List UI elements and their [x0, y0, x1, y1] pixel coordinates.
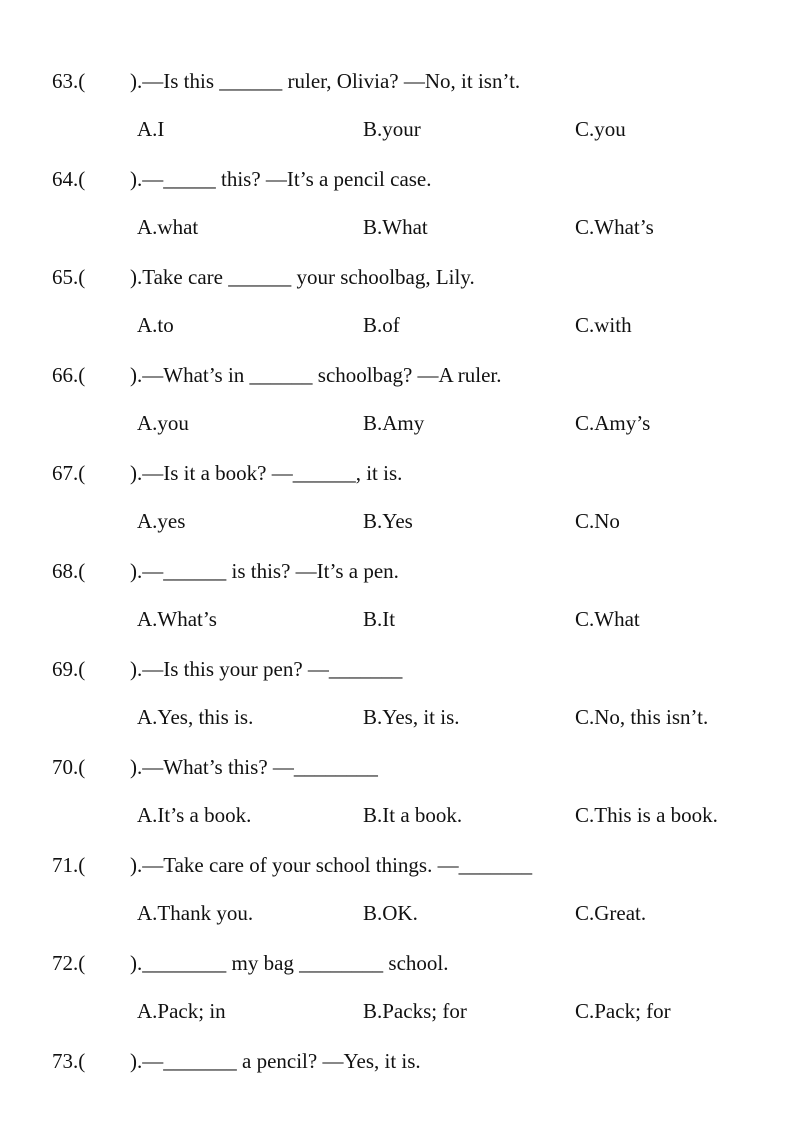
- option-c: C.with: [575, 313, 632, 337]
- question-text: ).—_______ a pencil? —Yes, it is.: [130, 1049, 421, 1073]
- question-68: [0, 556, 800, 654]
- question-66: [0, 360, 800, 458]
- question-stem: [52, 850, 532, 880]
- question-stem: [52, 752, 378, 782]
- question-stem: [52, 1046, 421, 1076]
- question-number: 64.(: [52, 167, 86, 191]
- option-c: C.No: [575, 509, 620, 533]
- question-text: ).—What’s in ______ schoolbag? —A ruler.: [130, 363, 502, 387]
- question-stem: [52, 556, 399, 586]
- option-b: B.It a book.: [363, 803, 463, 827]
- question-number: 63.(: [52, 69, 86, 93]
- option-c: C.Amy’s: [575, 411, 651, 435]
- question-70: [0, 752, 800, 850]
- option-c: C.Great.: [575, 901, 647, 925]
- option-c: C.No, this isn’t.: [575, 705, 709, 729]
- question-stem: [52, 458, 402, 488]
- option-a: A.you: [137, 411, 189, 435]
- question-number: 66.(: [52, 363, 86, 387]
- option-a: A.to: [137, 313, 174, 337]
- question-stem: [52, 654, 402, 684]
- question-number: 73.(: [52, 1049, 86, 1073]
- option-a: A.It’s a book.: [137, 803, 252, 827]
- question-stem: [52, 948, 448, 978]
- option-b: B.What: [363, 215, 428, 239]
- question-text: ).—What’s this? —________: [130, 755, 378, 779]
- option-c: C.What’s: [575, 215, 654, 239]
- question-number: 71.(: [52, 853, 86, 877]
- question-text: ).—Is this your pen? —_______: [130, 657, 403, 681]
- option-b: B.Amy: [363, 411, 425, 435]
- question-67: [0, 458, 800, 556]
- option-c: C.Pack; for: [575, 999, 671, 1023]
- question-text: ).—Is this ______ ruler, Olivia? —No, it isn’t.: [130, 69, 521, 93]
- question-number: 72.(: [52, 951, 86, 975]
- question-text: ).—______ is this? —It’s a pen.: [130, 559, 399, 583]
- question-72: [0, 948, 800, 1046]
- option-b: B.Yes: [363, 509, 413, 533]
- question-number: 68.(: [52, 559, 86, 583]
- option-b: B.Yes, it is.: [363, 705, 460, 729]
- option-b: B.your: [363, 117, 421, 141]
- question-stem: [52, 262, 475, 292]
- option-a: A.What’s: [137, 607, 217, 631]
- option-a: A.yes: [137, 509, 186, 533]
- question-number: 67.(: [52, 461, 86, 485]
- question-65: [0, 262, 800, 360]
- question-63: [0, 66, 800, 164]
- option-c: C.you: [575, 117, 626, 141]
- option-c: C.This is a book.: [575, 803, 718, 827]
- question-number: 69.(: [52, 657, 86, 681]
- question-stem: [52, 164, 432, 194]
- question-69: [0, 654, 800, 752]
- question-text: ).—_____ this? —It’s a pencil case.: [130, 167, 432, 191]
- option-b: B.It: [363, 607, 396, 631]
- question-number: 70.(: [52, 755, 86, 779]
- question-stem: [52, 66, 520, 96]
- option-b: B.OK.: [363, 901, 418, 925]
- question-73: [0, 1046, 800, 1086]
- question-stem: [52, 360, 502, 390]
- option-a: A.I: [137, 117, 165, 141]
- option-b: B.of: [363, 313, 400, 337]
- question-text: ).—Is it a book? —______, it is.: [130, 461, 403, 485]
- question-text: ).—Take care of your school things. —_______: [130, 853, 533, 877]
- option-a: A.Thank you.: [137, 901, 254, 925]
- question-71: [0, 850, 800, 948]
- question-number: 65.(: [52, 265, 86, 289]
- question-text: ).Take care ______ your schoolbag, Lily.: [130, 265, 475, 289]
- option-c: C.What: [575, 607, 640, 631]
- question-text: ).________ my bag ________ school.: [130, 951, 449, 975]
- question-64: [0, 164, 800, 262]
- option-b: B.Packs; for: [363, 999, 467, 1023]
- option-a: A.Pack; in: [137, 999, 226, 1023]
- option-a: A.what: [137, 215, 199, 239]
- option-a: A.Yes, this is.: [137, 705, 254, 729]
